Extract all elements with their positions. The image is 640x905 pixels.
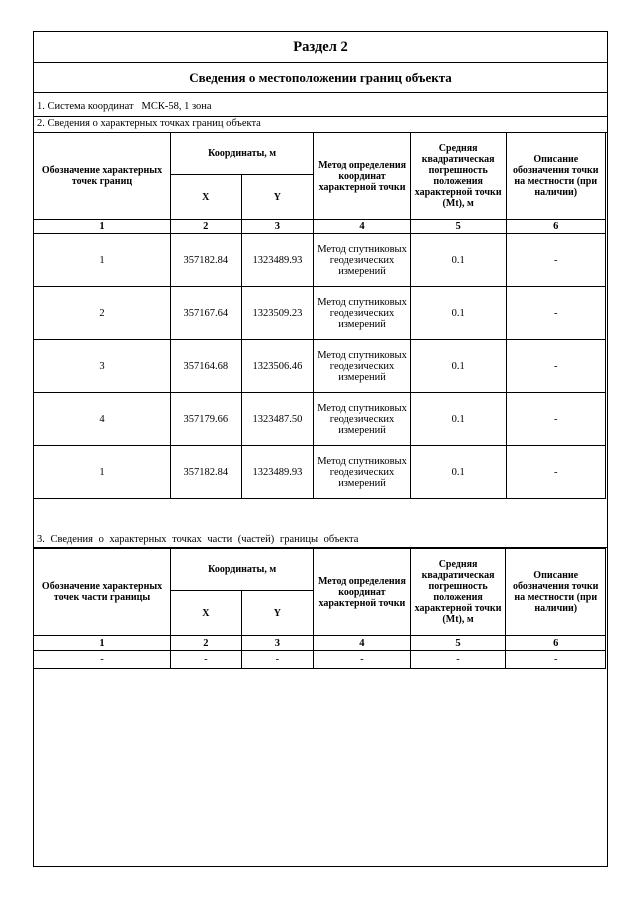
table-row [34,393,606,446]
point-cell: 2 [34,287,171,340]
point-cell: 3 [34,340,171,393]
desc-cell: - [506,234,605,287]
coordinate-system-line: 1. Система координат МСК-58, 1 зона [34,93,607,117]
header-method: Метод определения координат характерной точки [314,133,411,220]
header-method: Метод определения координат характерной точки [314,549,411,636]
col-number: 6 [506,636,606,651]
point-cell: 4 [34,393,171,446]
y-cell: 1323489.93 [241,446,314,499]
x-cell: - [171,651,242,669]
table-row [34,340,606,393]
col-number: 5 [410,636,506,651]
method-cell: - [314,651,411,669]
x-cell: 357182.84 [170,234,241,287]
mt-cell: 0.1 [410,393,506,446]
header-designation: Обозначение характерных точек части границы [34,549,171,636]
method-cell: Метод спутниковых геодезических измерений [314,446,411,499]
part-boundary-points-table [33,548,606,669]
point-cell: - [34,651,171,669]
method-cell: Метод спутниковых геодезических измерений [314,340,411,393]
column-number-row [34,636,606,651]
col-number: 2 [171,636,242,651]
header-error: Средняя квадратическая погрешность положения характерной точки (Mt), м [410,549,506,636]
x-cell: 357179.66 [170,393,241,446]
table-row [34,446,606,499]
desc-cell: - [506,446,605,499]
col-number: 3 [241,220,314,234]
header-y: Y [241,591,314,636]
desc-cell: - [506,287,605,340]
desc-cell: - [506,393,605,446]
table-row [34,234,606,287]
desc-cell: - [506,340,605,393]
boundary-points-table [33,132,606,499]
col-number: 4 [314,220,411,234]
desc-cell: - [506,651,606,669]
header-description: Описание обозначения точки на местности (при наличии) [506,549,606,636]
table-row [34,287,606,340]
method-cell: Метод спутниковых геодезических измерений [314,393,411,446]
section-title: Раздел 2 [34,32,607,63]
header-description: Описание обозначения точки на местности (при наличии) [506,133,605,220]
col-number: 5 [410,220,506,234]
y-cell: 1323509.23 [241,287,314,340]
col-number: 1 [34,636,171,651]
header-x: X [171,591,242,636]
table2-caption: 3. Сведения о характерных точках части (частей) границы объекта [34,534,607,548]
y-cell: 1323506.46 [241,340,314,393]
col-number: 6 [506,220,605,234]
document-frame [33,31,608,867]
col-number: 2 [170,220,241,234]
col-number: 1 [34,220,171,234]
column-number-row [34,220,606,234]
mt-cell: 0.1 [410,446,506,499]
header-error: Средняя квадратическая погрешность положения характерной точки (Mt), м [410,133,506,220]
mt-cell: 0.1 [410,234,506,287]
y-cell: - [241,651,314,669]
y-cell: 1323489.93 [241,234,314,287]
document-title: Сведения о местоположении границ объекта [34,63,607,93]
col-number: 3 [241,636,314,651]
method-cell: Метод спутниковых геодезических измерений [314,287,411,340]
x-cell: 357167.64 [170,287,241,340]
header-y: Y [241,175,314,220]
method-cell: Метод спутниковых геодезических измерений [314,234,411,287]
point-cell: 1 [34,446,171,499]
table1-caption: 2. Сведения о характерных точках границ объекта [34,117,607,133]
header-coordinates: Координаты, м [171,549,314,591]
table-row [34,651,606,669]
col-number: 4 [314,636,411,651]
y-cell: 1323487.50 [241,393,314,446]
mt-cell: - [410,651,506,669]
header-coordinates: Координаты, м [170,133,313,175]
header-designation: Обозначение характерных точек границ [34,133,171,220]
mt-cell: 0.1 [410,340,506,393]
mt-cell: 0.1 [410,287,506,340]
header-x: X [170,175,241,220]
x-cell: 357182.84 [170,446,241,499]
x-cell: 357164.68 [170,340,241,393]
point-cell: 1 [34,234,171,287]
